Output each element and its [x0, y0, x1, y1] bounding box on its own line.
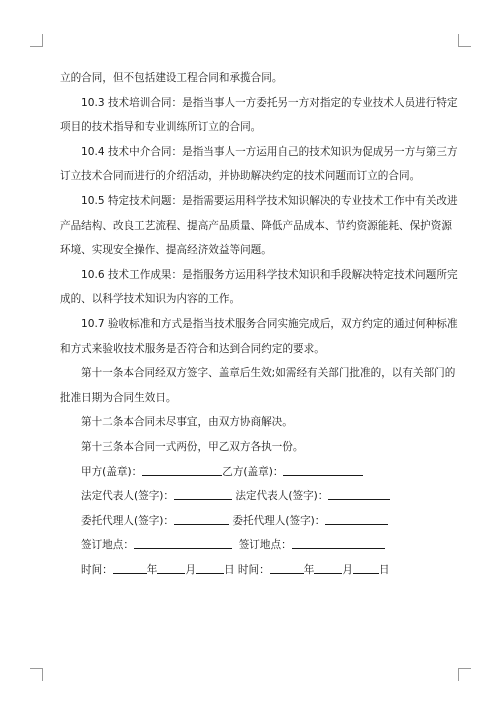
paragraph-10-5: [60, 189, 458, 263]
paragraph-article-12: [60, 410, 445, 435]
signature-row-agents: [60, 509, 445, 534]
text-line: 批准日期为合同生效日。: [60, 391, 177, 404]
text-line: 成的、以科学技术知识为内容的工作。: [60, 293, 241, 306]
legal-rep-a-label: 法定代表人(签字)：: [81, 490, 175, 503]
document-body: [60, 66, 458, 582]
signature-row-legal-reps: [60, 484, 445, 509]
text-line: 10.3 技术培训合同：是指当事人一方委托另一方对指定的专业技术人员进行特定: [81, 96, 458, 109]
signature-row-places: [60, 533, 445, 558]
agent-a-signature-field[interactable]: [174, 513, 229, 525]
paragraph-continuation: [60, 66, 445, 91]
text-line: 第十二条本合同未尽事宜，由双方协商解决。: [81, 416, 293, 429]
time-b-year-field[interactable]: [270, 562, 304, 574]
year-label: 年: [303, 563, 315, 576]
text-line: 第十三条本合同一式两份，甲乙双方各执一份。: [81, 440, 304, 453]
time-b-day-field[interactable]: [353, 562, 379, 574]
paragraph-article-11: [60, 361, 456, 410]
party-b-label: 乙方(盖章)：: [222, 465, 284, 478]
legal-rep-a-signature-field[interactable]: [174, 488, 232, 500]
text-line: 订立技术合同而进行的介绍活动，并协助解决约定的技术问题而订立的合同。: [60, 170, 421, 183]
place-b-field[interactable]: [292, 537, 385, 549]
place-a-field[interactable]: [134, 537, 232, 549]
place-a-label: 签订地点：: [81, 539, 134, 552]
page-corner-mark-top-right: [458, 34, 471, 47]
day-label: 日: [378, 563, 390, 576]
time-a-label: 时间：: [81, 563, 113, 576]
month-label: 月: [185, 563, 196, 576]
party-a-seal-field[interactable]: [142, 464, 222, 476]
paragraph-10-6: [60, 263, 458, 312]
paragraph-10-7: [60, 312, 458, 361]
legal-rep-b-label: 法定代表人(签字)：: [235, 490, 329, 503]
agent-b-signature-field[interactable]: [325, 513, 388, 525]
text-line: 产品结构、改良工艺流程、提高产品质量、降低产品成本、节约资源能耗、保护资源: [60, 219, 452, 232]
place-b-label: 签订地点：: [238, 539, 292, 552]
signature-row-times: [60, 558, 445, 583]
text-line: 和方式来验收技术服务是否符合和达到合同约定的要求。: [60, 342, 325, 355]
year-label: 年: [146, 563, 158, 576]
page-corner-mark-bottom-right: [458, 668, 471, 681]
month-label: 月: [342, 563, 353, 576]
text-line: 立的合同，但不包括建设工程合同和承揽合同。: [60, 72, 283, 84]
text-line: 项目的技术指导和专业训练所订立的合同。: [60, 121, 262, 134]
paragraph-article-13: [60, 435, 445, 460]
text-line: 10.5 特定技术问题：是指需要运用科学技术知识解决的专业技术工作中有关改进: [81, 194, 458, 207]
time-a-day-field[interactable]: [196, 562, 224, 574]
text-line: 10.6 技术工作成果：是指服务方运用科学技术知识和手段解决特定技术问题所完: [81, 268, 458, 281]
text-line: 10.7 验收标准和方式是指当技术服务合同实施完成后，双方约定的通过何种标准: [81, 317, 458, 330]
text-line: 第十一条本合同经双方签字、盖章后生效;如需经有关部门批准的，以有关部门的: [81, 367, 456, 380]
agent-a-label: 委托代理人(签字)：: [81, 514, 175, 527]
signature-row-parties: [60, 460, 445, 485]
page-corner-mark-top-left: [30, 34, 43, 47]
text-line: 环境、实现安全操作、提高经济效益等问题。: [60, 244, 272, 257]
time-a-year-field[interactable]: [113, 562, 147, 574]
party-a-label: 甲方(盖章)：: [81, 465, 143, 478]
time-a-month-field[interactable]: [157, 562, 185, 574]
text-line: 10.4 技术中介合同：是指当事人一方运用自己的技术知识为促成另一方与第三方: [81, 145, 458, 158]
legal-rep-b-signature-field[interactable]: [328, 488, 390, 500]
page-corner-mark-bottom-left: [30, 668, 43, 681]
time-b-label: 日 时间：: [223, 563, 270, 576]
paragraph-10-3: [60, 91, 458, 140]
agent-b-label: 委托代理人(签字)：: [232, 514, 326, 527]
paragraph-10-4: [60, 140, 458, 189]
time-b-month-field[interactable]: [314, 562, 342, 574]
party-b-seal-field[interactable]: [283, 464, 363, 476]
